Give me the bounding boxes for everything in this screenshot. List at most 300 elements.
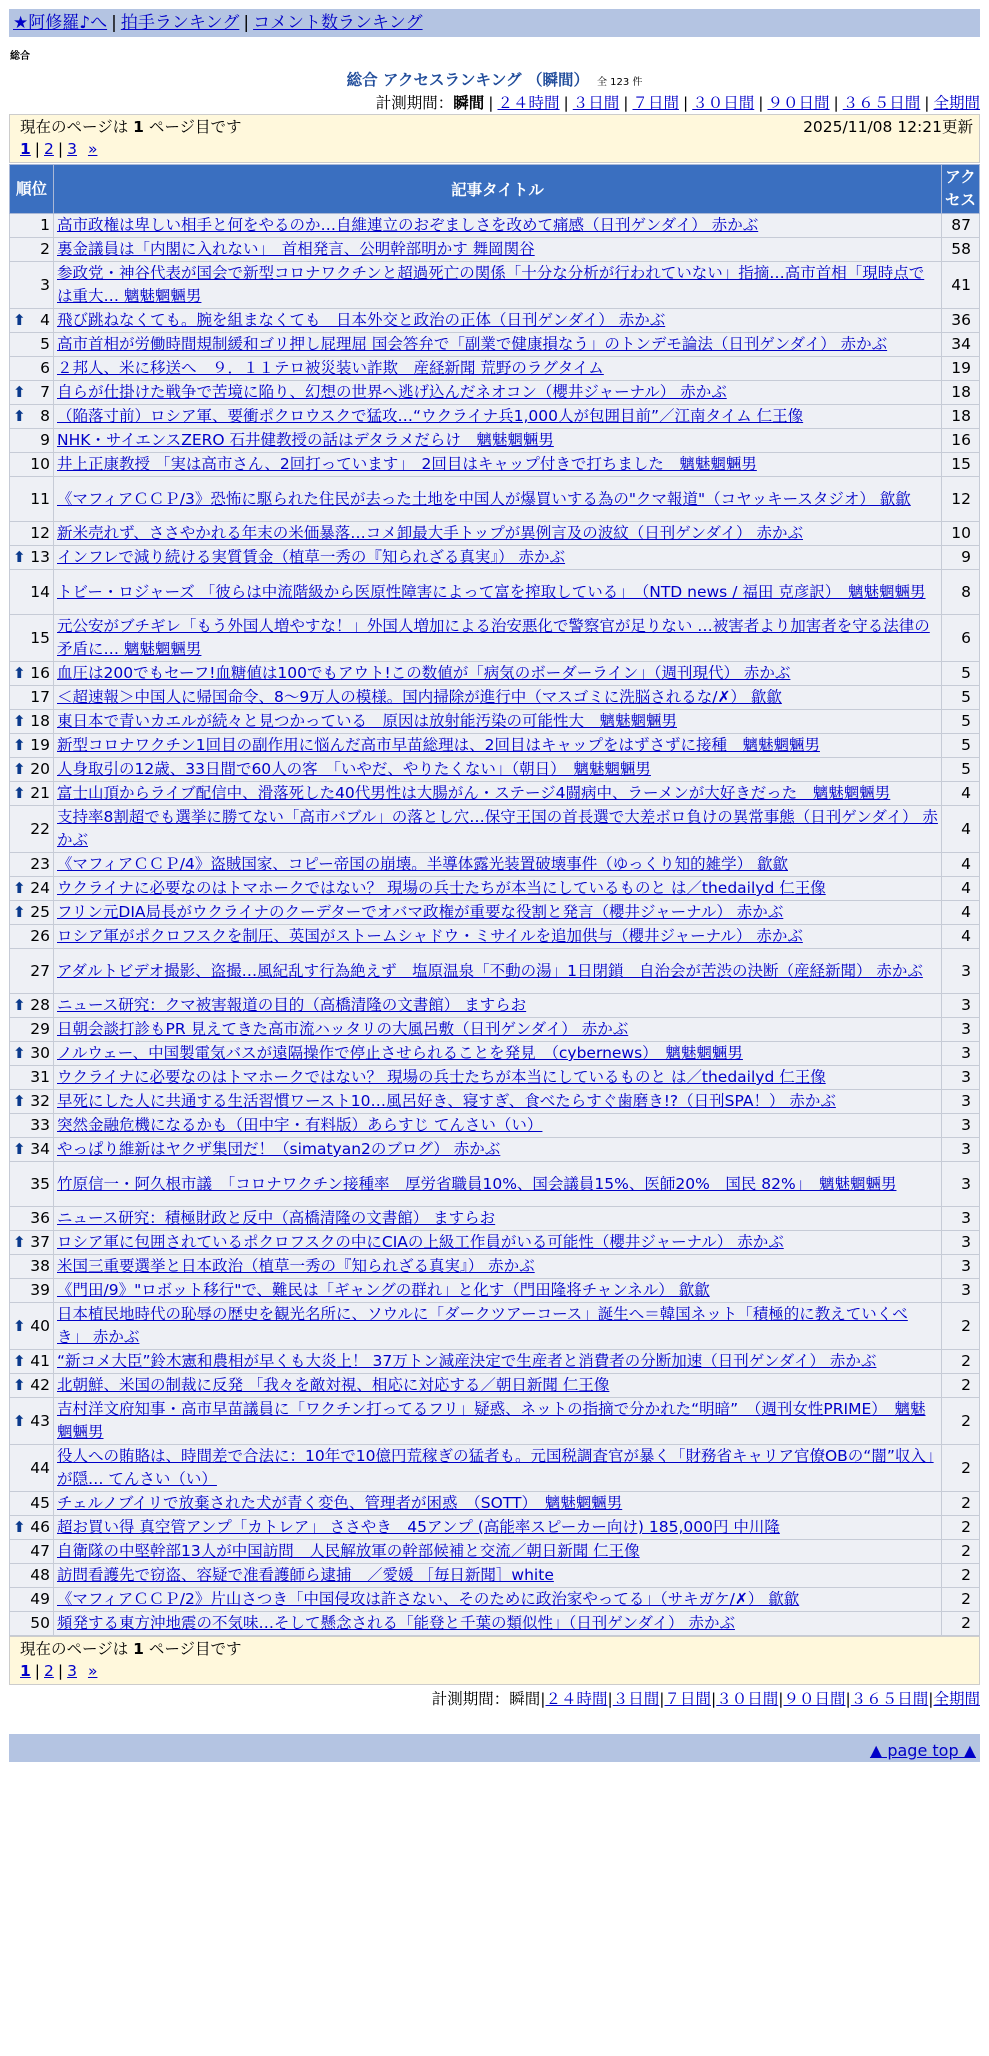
access-count: 2 — [942, 1540, 980, 1564]
table-row — [10, 994, 980, 1018]
pager-link-1[interactable]: 1 — [20, 140, 31, 158]
article-link[interactable]: 超お買い得 真空管アンプ「カトレア」 ささやき 45アンプ (高能率スピーカー向け) 185,000円 中川隆 — [57, 1518, 780, 1536]
title-cell — [54, 686, 942, 710]
rank-cell — [10, 1398, 54, 1445]
access-count: 3 — [942, 994, 980, 1018]
rank-number: 20 — [30, 760, 50, 778]
article-link[interactable]: 井上正康教授 「実は高市さん、2回打っています」 2回目はキャップ付きで打ちました 魑魅魍魎男 — [57, 455, 757, 473]
article-link[interactable]: 富士山頂からライブ配信中、滑落死した40代男性は大腸がん・ステージ4闘病中、ラーメンが大好きだった 魑魅魍魎男 — [57, 784, 891, 802]
up-arrow-icon: ⬆ — [13, 879, 26, 897]
rank-cell — [10, 1231, 54, 1255]
pager-separator: | — [57, 140, 64, 158]
top-period-option[interactable]: ９０日間 — [767, 94, 830, 112]
rank-cell — [10, 453, 54, 477]
rank-cell — [10, 1445, 54, 1492]
rank-cell — [10, 214, 54, 238]
up-arrow-icon: ⬆ — [13, 1411, 26, 1430]
rank-cell — [10, 1207, 54, 1231]
access-count: 9 — [942, 546, 980, 570]
access-count: 3 — [942, 1255, 980, 1279]
rank-cell — [10, 1303, 54, 1350]
title-cell — [54, 877, 942, 901]
top-period-option[interactable]: ７日間 — [632, 94, 679, 112]
access-count: 2 — [942, 1350, 980, 1374]
table-row — [10, 1540, 980, 1564]
table-row — [10, 381, 980, 405]
access-count: 2 — [942, 1445, 980, 1492]
table-row — [10, 662, 980, 686]
table-row — [10, 1445, 980, 1492]
table-row — [10, 615, 980, 662]
table-row — [10, 686, 980, 710]
pager-link-3[interactable]: 3 — [67, 140, 78, 158]
title-cell — [54, 1303, 942, 1350]
access-count: 4 — [942, 925, 980, 949]
title-cell — [54, 925, 942, 949]
article-link[interactable]: 裏金議員は「内閣に入れない」 首相発言、公明幹部明かす 舞岡関谷 — [57, 240, 535, 258]
title-cell — [54, 1066, 942, 1090]
bottom-period-option[interactable]: ２４時間 — [545, 1690, 608, 1708]
title-cell — [54, 1445, 942, 1492]
nav-link-home[interactable]: ★阿修羅♪へ — [13, 13, 108, 33]
pager-link-2[interactable]: 2 — [44, 140, 54, 158]
col-header-title: 記事タイトル — [54, 165, 942, 214]
access-count: 4 — [942, 853, 980, 877]
up-arrow-icon: ⬆ — [13, 1092, 26, 1110]
article-link[interactable]: フリン元DIA局長がウクライナのクーデターでオバマ政権が重要な役割と発言（櫻井ジャーナル） 赤かぶ — [57, 903, 784, 921]
rank-number: 9 — [40, 431, 50, 449]
article-link[interactable]: 米国三重要選挙と日本政治（植草一秀の『知られざる真実』） 赤かぶ — [57, 1257, 535, 1275]
article-link[interactable]: 《マフィアＣＣＰ/2》片山さつき「中国侵攻は許さない、そのために政治家やってる」（サキガケ/✗） 歙歙 — [57, 1590, 800, 1608]
top-period-option[interactable]: ２４時間 — [497, 94, 560, 112]
top-period-option[interactable]: ３０日間 — [692, 94, 755, 112]
table-row — [10, 1516, 980, 1540]
rank-number: 14 — [30, 582, 50, 601]
article-link[interactable]: ノルウェー、中国製電気バスが遠隔操作で停止させられることを発見 （cybernews） 魑魅魍魎男 — [57, 1044, 743, 1062]
table-row — [10, 477, 980, 522]
article-link[interactable]: ロシア軍がポクロフスクを制圧、英国がストームシャドウ・ミサイルを追加供与（櫻井ジャーナル） 赤かぶ — [57, 927, 803, 945]
up-arrow-icon: ⬆ — [13, 1518, 26, 1536]
up-arrow-icon: ⬆ — [13, 784, 26, 802]
bottom-period-option[interactable]: 全期間 — [933, 1690, 980, 1708]
pager-next-link[interactable]: » — [87, 140, 98, 158]
nav-separator: | — [243, 13, 250, 33]
period-separator: | — [758, 94, 764, 112]
title-cell — [54, 1516, 942, 1540]
article-link[interactable]: 高市政権は卑しい相手と何をやるのか…自維連立のおぞましさを改めて痛感（日刊ゲンダイ） 赤かぶ — [57, 216, 759, 234]
table-row — [10, 1255, 980, 1279]
article-link[interactable]: ウクライナに必要なのはトマホークではない？ 現場の兵士たちが本当にしているものと は／thedailyd 仁王像 — [57, 1068, 826, 1086]
access-count: 2 — [942, 1374, 980, 1398]
table-row — [10, 429, 980, 453]
pagination-box-bottom — [9, 1636, 980, 1685]
rank-cell — [10, 758, 54, 782]
access-count: 2 — [942, 1588, 980, 1612]
rank-number: 26 — [30, 927, 50, 945]
table-row — [10, 1066, 980, 1090]
rank-number: 12 — [30, 524, 50, 542]
access-count: 3 — [942, 1090, 980, 1114]
table-row — [10, 734, 980, 758]
top-period-option[interactable]: 全期間 — [933, 94, 980, 112]
rank-cell — [10, 615, 54, 662]
rank-cell — [10, 686, 54, 710]
rank-cell — [10, 1612, 54, 1636]
nav-link-comment-ranking[interactable]: コメント数ランキング — [253, 13, 423, 33]
article-link[interactable]: 北朝鮮、米国の制裁に反発 「我々を敵対視、相応に対応する／朝日新聞 仁王像 — [57, 1376, 610, 1394]
access-count: 3 — [942, 1207, 980, 1231]
rank-cell — [10, 477, 54, 522]
access-count: 18 — [942, 381, 980, 405]
title-cell — [54, 453, 942, 477]
rank-number: 8 — [40, 407, 50, 425]
rank-number: 43 — [30, 1411, 50, 1430]
article-link[interactable]: 自衛隊の中堅幹部13人が中国訪問 人民解放軍の幹部候補と交流／朝日新聞 仁王像 — [57, 1542, 640, 1560]
access-count: 8 — [942, 570, 980, 615]
table-row — [10, 405, 980, 429]
rank-cell — [10, 1279, 54, 1303]
title-cell — [54, 734, 942, 758]
title-cell — [54, 1162, 942, 1207]
table-row — [10, 1303, 980, 1350]
article-link[interactable]: 支持率8割超でも選挙に勝てない「高市バブル」の落とし穴…保守王国の首長選で大差ボロ負けの異常事態（日刊ゲンダイ） 赤かぶ — [57, 808, 938, 849]
bottom-period-option[interactable]: ３日間 — [612, 1690, 660, 1708]
rank-cell — [10, 570, 54, 615]
table-row — [10, 1090, 980, 1114]
nav-separator: | — [111, 13, 117, 33]
article-link[interactable]: ニュース研究：積極財政と反中（高橋清隆の文書館） ますらお — [57, 1209, 496, 1227]
rank-cell — [10, 1492, 54, 1516]
article-link[interactable]: 日本植民地時代の恥辱の歴史を観光名所に、ソウルに「ダークツアーコース」誕生へ＝韓国ネット「積極的に教えていくべき」 赤かぶ — [57, 1305, 908, 1346]
rank-number: 21 — [30, 784, 50, 802]
pager-link-3[interactable]: 3 — [67, 1662, 78, 1680]
access-count: 4 — [942, 877, 980, 901]
up-arrow-icon: ⬆ — [13, 407, 26, 425]
period-separator: | — [659, 1690, 665, 1708]
rank-number: 29 — [30, 1020, 50, 1038]
up-arrow-icon: ⬆ — [13, 383, 26, 401]
article-link[interactable]: ニュース研究：クマ被害報道の目的（高橋清隆の文書館） ますらお — [57, 996, 527, 1014]
current-page-text: 現在のページは 1 ページ目です — [20, 1640, 242, 1658]
title-cell — [54, 1564, 942, 1588]
access-count: 4 — [942, 806, 980, 853]
title-cell — [54, 949, 942, 994]
pager-link-1[interactable]: 1 — [20, 1662, 31, 1680]
page-title-row — [9, 70, 980, 90]
rank-cell — [10, 1066, 54, 1090]
rank-number: 38 — [30, 1257, 50, 1275]
article-link[interactable]: ロシア軍に包囲されているポクロフスクの中にCIAの上級工作員がいる可能性（櫻井ジャーナル） 赤かぶ — [57, 1233, 784, 1251]
access-count: 87 — [942, 214, 980, 238]
table-row — [10, 1588, 980, 1612]
access-count: 36 — [942, 309, 980, 333]
rank-number: 33 — [30, 1116, 50, 1134]
title-cell — [54, 901, 942, 925]
table-row — [10, 925, 980, 949]
article-link[interactable]: 役人への賄賂は、時間差で合法に：10年で10億円荒稼ぎの猛者も。元国税調査官が暴く「財務省キャリア官僚OBの“闇”収入」が隠… てんさい（い） — [57, 1447, 934, 1488]
access-count: 5 — [942, 662, 980, 686]
article-link[interactable]: ウクライナに必要なのはトマホークではない？ 現場の兵士たちが本当にしているものと は／thedailyd 仁王像 — [57, 879, 826, 897]
period-separator: | — [833, 94, 839, 112]
page-title: 総合 アクセスランキング （瞬間） — [346, 71, 589, 89]
access-count: 2 — [942, 1564, 980, 1588]
rank-number: 40 — [30, 1316, 50, 1335]
access-count: 4 — [942, 782, 980, 806]
rank-number: 45 — [30, 1494, 50, 1512]
table-row — [10, 1018, 980, 1042]
article-link[interactable]: 頻発する東方沖地震の不気味…そして懸念される「能登と千葉の類似性」（日刊ゲンダイ） 赤かぶ — [57, 1614, 735, 1632]
access-count: 2 — [942, 1516, 980, 1540]
article-link[interactable]: 元公安がブチギレ「もう外国人増やすな！」外国人増加による治安悪化で警察官が足りない …被害者より加害者を守る法律の矛盾に… 魑魅魍魎男 — [57, 617, 930, 658]
pagination-box-top — [9, 114, 980, 163]
rank-number: 11 — [30, 489, 50, 508]
title-cell — [54, 1350, 942, 1374]
rank-number: 22 — [30, 819, 50, 838]
rank-number: 13 — [30, 548, 50, 566]
article-link[interactable]: 早死にした人に共通する生活習慣ワースト10…風呂好き、寝すぎ、食べたらすぐ歯磨き!?（日刊SPA！） 赤かぶ — [57, 1092, 836, 1110]
article-link[interactable]: 竹原信一・阿久根市議 「コロナワクチン接種率 厚労省職員10%、国会議員15%、医師20% 国民 82%」 魑魅魍魎男 — [57, 1174, 897, 1193]
article-link[interactable]: 《マフィアＣＣＰ/4》盗賊国家、コピー帝国の崩壊。半導体露光装置破壊事件（ゆっくり知的雑学） 歙歙 — [57, 855, 788, 873]
rank-number: 49 — [30, 1590, 50, 1608]
access-count: 16 — [942, 429, 980, 453]
rank-cell — [10, 782, 54, 806]
bottom-period-option[interactable]: ３６５日間 — [850, 1690, 929, 1708]
title-cell — [54, 662, 942, 686]
title-cell — [54, 522, 942, 546]
rank-cell — [10, 806, 54, 853]
title-cell — [54, 782, 942, 806]
access-count: 10 — [942, 522, 980, 546]
access-count: 3 — [942, 949, 980, 994]
access-count: 18 — [942, 405, 980, 429]
top-period-option[interactable]: ３６５日間 — [842, 94, 921, 112]
rank-number: 24 — [30, 879, 50, 897]
rank-number: 47 — [30, 1542, 50, 1560]
rank-cell — [10, 853, 54, 877]
rank-number: 39 — [30, 1281, 50, 1299]
table-row — [10, 570, 980, 615]
period-separator: | — [540, 1690, 546, 1708]
pager — [20, 1660, 973, 1682]
title-cell — [54, 615, 942, 662]
rank-number: 17 — [30, 688, 50, 706]
article-link[interactable]: やっぱり維新はヤクザ集団だ！（simatyan2のブログ） 赤かぶ — [57, 1140, 501, 1158]
up-arrow-icon: ⬆ — [13, 1376, 26, 1394]
table-row — [10, 1279, 980, 1303]
title-cell — [54, 333, 942, 357]
title-cell — [54, 1018, 942, 1042]
pager-link-2[interactable]: 2 — [44, 1662, 54, 1680]
title-cell — [54, 570, 942, 615]
page — [9, 9, 980, 1762]
rank-number: 48 — [30, 1566, 50, 1584]
period-selected: 瞬間 — [509, 1690, 541, 1708]
access-count: 19 — [942, 357, 980, 381]
article-link[interactable]: 参政党・神谷代表が国会で新型コロナワクチンと超過死亡の関係「十分な分析が行われていない」指摘…高市首相「現時点では重大… 魑魅魍魎男 — [57, 264, 925, 305]
pager-current — [20, 1662, 31, 1680]
title-cell — [54, 1114, 942, 1138]
up-arrow-icon: ⬆ — [13, 1044, 26, 1062]
table-row — [10, 453, 980, 477]
up-arrow-icon: ⬆ — [13, 712, 26, 730]
table-row — [10, 901, 980, 925]
article-link[interactable]: 新米売れず、ささやかれる年末の米価暴落…コメ卸最大手トップが異例言及の波紋（日刊ゲンダイ） 赤かぶ — [57, 524, 803, 542]
table-row — [10, 1207, 980, 1231]
title-cell — [54, 477, 942, 522]
access-count: 2 — [942, 1612, 980, 1636]
rank-cell — [10, 734, 54, 758]
access-count: 3 — [942, 1279, 980, 1303]
rank-cell — [10, 1090, 54, 1114]
up-arrow-icon: ⬆ — [13, 1233, 26, 1251]
rank-number: 28 — [30, 996, 50, 1014]
period-selected: 瞬間 — [453, 94, 485, 112]
article-link[interactable]: 日朝会談打診もPR 見えてきた高市流ハッタリの大風呂敷（日刊ゲンダイ） 赤かぶ — [57, 1020, 629, 1038]
rank-cell — [10, 901, 54, 925]
article-link[interactable]: 血圧は200でもセーフ!血糖値は100でもアウト!この数値が「病気のボーダーライン」（週刊現代） 赤かぶ — [57, 664, 791, 682]
article-link[interactable]: 吉村洋文府知事・高市早苗議員に「ワクチン打ってるフリ」疑惑、ネットの指摘で分かれた“明暗” （週刊女性PRIME） 魑魅魍魎男 — [57, 1400, 926, 1441]
pager-current — [20, 140, 31, 158]
pager-separator: | — [57, 1662, 64, 1680]
current-page-text: 現在のページは 1 ページ目です — [20, 118, 242, 136]
article-link[interactable]: 東日本で青いカエルが続々と見つかっている 原因は放射能汚染の可能性大 魑魅魍魎男 — [57, 712, 678, 730]
article-link[interactable]: 突然金融危機になるかも（田中宇・有料版）あらすじ てんさい（い） — [57, 1116, 543, 1134]
article-link[interactable]: 《マフィアＣＣＰ/3》恐怖に駆られた住民が去った土地を中国人が爆買いする為の"クマ報道"（コヤッキースタジオ） 歙歙 — [57, 489, 911, 508]
article-link[interactable]: 訪問看護先で窃盗、容疑で准看護師ら逮捕 ／愛媛 ［毎日新聞］white — [57, 1566, 554, 1584]
period-separator: | — [928, 1690, 934, 1708]
rank-number: 7 — [40, 383, 50, 401]
updated-timestamp: 2025/11/08 12:21更新 — [803, 118, 973, 136]
article-link[interactable]: 自らが仕掛けた戦争で苦境に陥り、幻想の世界へ逃げ込んだネオコン（櫻井ジャーナル） 赤かぶ — [57, 383, 727, 401]
access-count: 12 — [942, 477, 980, 522]
rank-cell — [10, 1018, 54, 1042]
rank-number: 3 — [40, 275, 50, 294]
table-row — [10, 806, 980, 853]
table-row — [10, 877, 980, 901]
period-separator: | — [711, 1690, 717, 1708]
period-separator: | — [845, 1690, 851, 1708]
title-cell — [54, 262, 942, 309]
title-cell — [54, 1612, 942, 1636]
rank-number: 23 — [30, 855, 50, 873]
access-count: 41 — [942, 262, 980, 309]
period-label: 計測期間： — [375, 94, 454, 112]
access-count: 3 — [942, 1018, 980, 1042]
rank-number: 4 — [40, 311, 50, 329]
top-period-option[interactable]: ３日間 — [572, 94, 620, 112]
rank-cell — [10, 1042, 54, 1066]
article-link[interactable]: ２邦人、米に移送へ ９．１１テロ被災装い詐欺 産経新聞 荒野のラグタイム — [57, 359, 604, 377]
period-separator: | — [778, 1690, 784, 1708]
nav-link-clap-ranking[interactable]: 拍手ランキング — [120, 13, 240, 33]
rank-number: 44 — [30, 1458, 50, 1477]
page-top-link[interactable]: ▲ page top ▲ — [869, 1741, 976, 1760]
period-selector — [9, 93, 980, 114]
title-cell — [54, 1540, 942, 1564]
title-cell — [54, 710, 942, 734]
article-link[interactable]: NHK・サイエンスZERO 石井健教授の話はデタラメだらけ 魑魅魍魎男 — [57, 431, 554, 449]
title-cell — [54, 1492, 942, 1516]
up-arrow-icon: ⬆ — [13, 1316, 26, 1335]
bottom-period-option[interactable]: ３０日間 — [716, 1690, 779, 1708]
rank-number: 50 — [30, 1614, 50, 1632]
bottom-period-option[interactable]: ９０日間 — [783, 1690, 846, 1708]
period-label: 計測期間： — [431, 1690, 510, 1708]
rank-number: 37 — [30, 1233, 50, 1251]
access-count: 3 — [942, 1066, 980, 1090]
rank-cell — [10, 1588, 54, 1612]
table-row — [10, 1138, 980, 1162]
rank-number: 10 — [30, 455, 50, 473]
article-link[interactable]: （陥落寸前）ロシア軍、要衝ポクロウスクで猛攻…“ウクライナ兵1,000人が包囲目前”／江南タイム 仁王像 — [57, 407, 804, 425]
up-arrow-icon: ⬆ — [13, 548, 26, 566]
period-selector-bottom — [9, 1688, 980, 1710]
title-cell — [54, 405, 942, 429]
article-link[interactable]: アダルトビデオ撮影、盗撮…風紀乱す行為絶えず 塩原温泉「不動の湯」1日閉鎖 自治会が苦渋の決断（産経新聞） 赤かぶ — [57, 961, 923, 980]
title-cell — [54, 381, 942, 405]
article-link[interactable]: “新コメ大臣”鈴木憲和農相が早くも大炎上！ 37万トン減産決定で生産者と消費者の分断加速（日刊ゲンダイ） 赤かぶ — [57, 1352, 877, 1370]
rank-cell — [10, 309, 54, 333]
rank-cell — [10, 1138, 54, 1162]
article-link[interactable]: 《門田/9》"ロボット移行"で、難民は「ギャングの群れ」と化す（門田隆将チャンネル） 歙歙 — [57, 1281, 710, 1299]
access-count: 2 — [942, 1492, 980, 1516]
access-count: 5 — [942, 710, 980, 734]
rank-number: 15 — [30, 628, 50, 647]
bottom-period-option[interactable]: ７日間 — [664, 1690, 711, 1708]
title-cell — [54, 1279, 942, 1303]
article-link[interactable]: 飛び跳ねなくても。腕を組まなくても 日本外交と政治の正体（日刊ゲンダイ） 赤かぶ — [57, 311, 666, 329]
period-separator: | — [607, 1690, 613, 1708]
rank-number: 46 — [30, 1518, 50, 1536]
table-row — [10, 1374, 980, 1398]
rank-cell — [10, 877, 54, 901]
period-separator: | — [623, 94, 629, 112]
title-cell — [54, 806, 942, 853]
article-link[interactable]: チェルノブイリで放棄された犬が青く変色、管理者が困惑 （SOTT） 魑魅魍魎男 — [57, 1494, 623, 1512]
rank-number: 19 — [30, 736, 50, 754]
access-count: 58 — [942, 238, 980, 262]
up-arrow-icon: ⬆ — [13, 903, 26, 921]
table-row — [10, 853, 980, 877]
article-link[interactable]: インフレで減り続ける実質賃金（植草一秀の『知られざる真実』） 赤かぶ — [57, 548, 566, 566]
pager-next-link[interactable]: » — [87, 1662, 98, 1680]
title-cell — [54, 853, 942, 877]
category-label: 総合 — [10, 51, 30, 62]
title-cell — [54, 1090, 942, 1114]
title-cell — [54, 1231, 942, 1255]
title-cell — [54, 1588, 942, 1612]
access-count: 15 — [942, 453, 980, 477]
article-link[interactable]: 人身取引の12歳、33日間で60人の客 「いやだ、やりたくない」（朝日） 魑魅魍魎男 — [57, 760, 651, 778]
access-count: 5 — [942, 758, 980, 782]
access-count: 3 — [942, 1231, 980, 1255]
access-count: 3 — [942, 1138, 980, 1162]
rank-cell — [10, 522, 54, 546]
article-link[interactable]: 高市首相が労働時間規制緩和ゴリ押し屁理屈 国会答弁で「副業で健康損なう」のトンデモ論法（日刊ゲンダイ） 赤かぶ — [57, 335, 888, 353]
up-arrow-icon: ⬆ — [13, 664, 26, 682]
rank-number: 25 — [30, 903, 50, 921]
table-row — [10, 782, 980, 806]
period-separator: | — [924, 94, 930, 112]
rank-cell — [10, 333, 54, 357]
pager — [20, 138, 973, 160]
article-link[interactable]: トビー・ロジャーズ 「彼らは中流階級から医原性障害によって富を搾取している」 （NTD news / 福田 克彦訳） 魑魅魍魎男 — [57, 582, 926, 601]
article-link[interactable]: ＜超速報＞中国人に帰国命令、8～9万人の模様。国内掃除が進行中（マスゴミに洗脳されるな/✗） 歙歙 — [57, 688, 782, 706]
title-cell — [54, 546, 942, 570]
rank-number: 34 — [30, 1140, 50, 1158]
title-cell — [54, 1207, 942, 1231]
article-link[interactable]: 新型コロナワクチン1回目の副作用に悩んだ高市早苗総理は、2回目はキャップをはずさずに接種 魑魅魍魎男 — [57, 736, 820, 754]
